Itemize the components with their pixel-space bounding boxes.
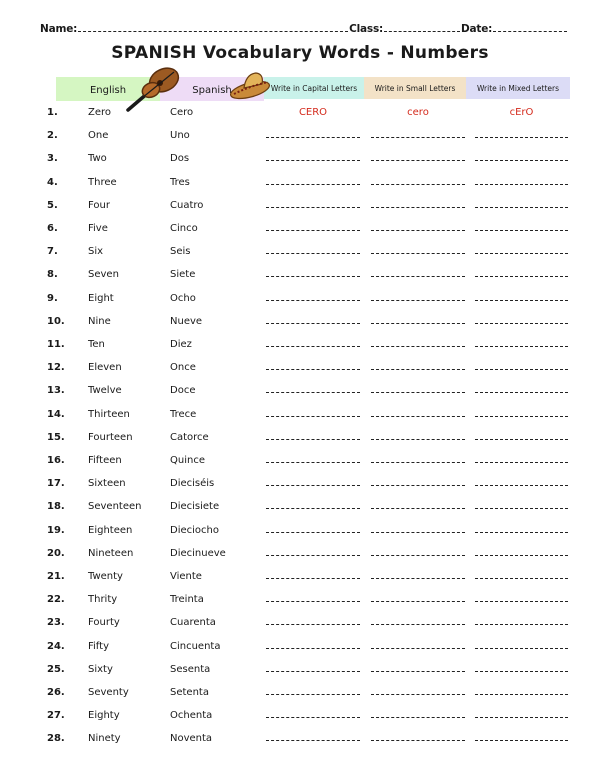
capital-letters-blank[interactable]: [266, 276, 360, 277]
date-label: Date:: [461, 23, 493, 35]
spanish-word: Diecisiete: [170, 501, 220, 513]
english-word: Ten: [88, 339, 105, 350]
spanish-word: Siete: [170, 269, 196, 281]
vocab-row: [0, 429, 600, 447]
english-word: Fourteen: [88, 431, 133, 443]
small-letters-blank[interactable]: [371, 276, 465, 277]
capital-letters-blank[interactable]: [266, 717, 360, 718]
vocab-row: [0, 638, 600, 656]
capital-letters-blank[interactable]: [266, 648, 360, 649]
row-number: 8.: [47, 269, 58, 281]
capital-letters-blank[interactable]: [266, 137, 360, 138]
mixed-letters-blank[interactable]: [475, 300, 568, 301]
row-number: 11.: [47, 339, 65, 350]
spanish-word: Uno: [170, 130, 190, 142]
column-header-english: English: [56, 77, 160, 101]
small-letters-blank[interactable]: [371, 300, 465, 301]
mixed-letters-blank[interactable]: [475, 276, 568, 277]
column-header-small: Write in Small Letters: [364, 77, 466, 99]
small-letters-blank[interactable]: [371, 207, 465, 208]
small-letters-blank[interactable]: [371, 323, 465, 324]
row-number: 15.: [47, 431, 65, 443]
mixed-letters-blank[interactable]: [475, 555, 568, 556]
vocab-row: [0, 197, 600, 215]
row-number: 9.: [47, 292, 58, 304]
capital-letters-blank[interactable]: [266, 160, 360, 161]
mixed-letters-blank[interactable]: [475, 485, 568, 486]
spanish-word: Cuarenta: [170, 617, 216, 629]
small-letters-blank[interactable]: [371, 230, 465, 231]
small-letters-blank[interactable]: [371, 694, 465, 695]
row-number: 3.: [47, 153, 58, 165]
mixed-letters-blank[interactable]: [475, 230, 568, 231]
row-number: 13.: [47, 385, 65, 397]
english-word: Fourty: [88, 617, 120, 629]
vocab-row: [0, 614, 600, 632]
spanish-word: Tres: [170, 176, 190, 188]
mixed-letters-blank[interactable]: [475, 160, 568, 161]
small-letters-blank[interactable]: [371, 184, 465, 185]
capital-letters-blank[interactable]: [266, 601, 360, 602]
small-letters-blank[interactable]: [371, 717, 465, 718]
vocab-row: [0, 104, 600, 122]
vocab-row: [0, 127, 600, 145]
vocab-row: [0, 382, 600, 400]
vocab-row: [0, 684, 600, 702]
mixed-letters-blank[interactable]: [475, 740, 568, 741]
mixed-letters-blank[interactable]: [475, 671, 568, 672]
small-letters-blank[interactable]: [371, 624, 465, 625]
english-word: Five: [88, 223, 108, 234]
vocab-row: [0, 568, 600, 586]
vocab-row: [0, 522, 600, 540]
row-number: 6.: [47, 223, 58, 234]
english-word: Twenty: [88, 571, 123, 582]
english-word: Seven: [88, 269, 119, 281]
row-number: 23.: [47, 617, 65, 629]
english-word: Six: [88, 246, 104, 258]
page-title: SPANISH Vocabulary Words - Numbers: [111, 43, 489, 63]
english-word: Eight: [88, 292, 114, 304]
small-letters-blank[interactable]: [371, 160, 465, 161]
small-letters-blank[interactable]: [371, 740, 465, 741]
small-letters-blank[interactable]: [371, 439, 465, 440]
vocab-row: [0, 452, 600, 470]
row-number: 20.: [47, 547, 65, 559]
row-number: 12.: [47, 362, 65, 374]
class-label: Class:: [349, 23, 384, 35]
mixed-letters-blank[interactable]: [475, 508, 568, 509]
spanish-word: Cinco: [170, 223, 198, 234]
vocab-row: [0, 313, 600, 331]
english-word: Thirteen: [88, 408, 130, 420]
mixed-letters-blank[interactable]: [475, 694, 568, 695]
capital-letters-blank[interactable]: [266, 555, 360, 556]
mixed-letters-blank[interactable]: [475, 601, 568, 602]
capital-letters-blank[interactable]: [266, 323, 360, 324]
capital-letters-blank[interactable]: [266, 740, 360, 741]
capital-letters-blank[interactable]: [266, 578, 360, 579]
mixed-letters-blank[interactable]: [475, 137, 568, 138]
small-letters-blank[interactable]: [371, 601, 465, 602]
spanish-word: Nueve: [170, 315, 203, 327]
capital-letters-blank[interactable]: [266, 392, 360, 393]
vocab-row: [0, 266, 600, 284]
row-number: 5.: [47, 199, 58, 211]
english-word: Eighteen: [88, 524, 133, 536]
row-number: 14.: [47, 408, 65, 420]
mixed-letters-blank[interactable]: [475, 184, 568, 185]
vocab-row: [0, 498, 600, 516]
spanish-word: Ochenta: [170, 710, 213, 722]
column-header-mixed: Write in Mixed Letters: [466, 77, 570, 99]
capital-letters-blank[interactable]: [266, 624, 360, 625]
mixed-letters-blank[interactable]: [475, 392, 568, 393]
column-header-spanish: Spanish: [160, 77, 264, 101]
english-word: Fifty: [88, 640, 109, 652]
row-number: 24.: [47, 640, 65, 652]
mixed-letters-blank[interactable]: [475, 462, 568, 463]
small-letters-blank[interactable]: [371, 555, 465, 556]
column-header-capital: Write in Capital Letters: [264, 77, 364, 99]
example-small: cero: [407, 107, 429, 118]
capital-letters-blank[interactable]: [266, 346, 360, 347]
english-word: Thrity: [88, 594, 118, 606]
spanish-word: Quince: [170, 455, 205, 466]
row-number: 26.: [47, 687, 65, 698]
vocab-row: [0, 336, 600, 354]
capital-letters-blank[interactable]: [266, 485, 360, 486]
mixed-letters-blank[interactable]: [475, 369, 568, 370]
english-word: One: [88, 130, 109, 142]
row-number: 25.: [47, 663, 65, 675]
row-number: 1.: [47, 107, 58, 118]
mixed-letters-blank[interactable]: [475, 648, 568, 649]
sombrero-icon: [228, 70, 274, 100]
small-letters-blank[interactable]: [371, 253, 465, 254]
vocab-row: [0, 730, 600, 748]
mixed-letters-blank[interactable]: [475, 717, 568, 718]
small-letters-blank[interactable]: [371, 485, 465, 486]
small-letters-blank[interactable]: [371, 532, 465, 533]
spanish-word: Dieciocho: [170, 524, 219, 536]
english-word: Four: [88, 199, 110, 211]
capital-letters-blank[interactable]: [266, 230, 360, 231]
small-letters-blank[interactable]: [371, 671, 465, 672]
capital-letters-blank[interactable]: [266, 694, 360, 695]
english-word: Twelve: [88, 385, 122, 397]
mixed-letters-blank[interactable]: [475, 439, 568, 440]
english-word: Two: [88, 153, 107, 165]
spanish-word: Dos: [170, 153, 190, 165]
vocab-row: [0, 661, 600, 679]
spanish-word: Doce: [170, 385, 196, 397]
vocab-row: [0, 150, 600, 168]
spanish-word: Diez: [170, 339, 192, 350]
row-number: 22.: [47, 594, 65, 606]
capital-letters-blank[interactable]: [266, 184, 360, 185]
small-letters-blank[interactable]: [371, 137, 465, 138]
small-letters-blank[interactable]: [371, 578, 465, 579]
english-word: Eighty: [88, 710, 120, 722]
vocab-row: [0, 243, 600, 261]
english-word: Three: [88, 176, 117, 188]
spanish-word: Dieciséis: [170, 478, 215, 490]
vocab-row: [0, 475, 600, 493]
class-blank[interactable]: [384, 22, 460, 32]
english-word: Fifteen: [88, 455, 122, 466]
mixed-letters-blank[interactable]: [475, 624, 568, 625]
small-letters-blank[interactable]: [371, 508, 465, 509]
mixed-letters-blank[interactable]: [475, 578, 568, 579]
capital-letters-blank[interactable]: [266, 508, 360, 509]
mixed-letters-blank[interactable]: [475, 532, 568, 533]
spanish-word: Once: [170, 362, 196, 374]
date-blank[interactable]: [493, 22, 567, 32]
spanish-word: Catorce: [170, 431, 209, 443]
spanish-word: Seis: [170, 246, 191, 258]
row-number: 10.: [47, 315, 65, 327]
small-letters-blank[interactable]: [371, 369, 465, 370]
small-letters-blank[interactable]: [371, 462, 465, 463]
spanish-word: Viente: [170, 571, 202, 582]
capital-letters-blank[interactable]: [266, 369, 360, 370]
small-letters-blank[interactable]: [371, 648, 465, 649]
name-label: Name:: [40, 23, 78, 35]
capital-letters-blank[interactable]: [266, 462, 360, 463]
vocab-row: [0, 220, 600, 238]
english-word: Sixty: [88, 663, 113, 675]
vocab-row: [0, 707, 600, 725]
english-word: Zero: [88, 107, 112, 118]
example-capital: CERO: [298, 107, 328, 118]
spanish-word: Ocho: [170, 292, 196, 304]
english-word: Seventy: [88, 687, 129, 698]
example-mixed: cErO: [509, 107, 534, 118]
row-number: 21.: [47, 571, 65, 582]
english-word: Seventeen: [88, 501, 142, 513]
capital-letters-blank[interactable]: [266, 416, 360, 417]
english-word: Nine: [88, 315, 111, 327]
capital-letters-blank[interactable]: [266, 439, 360, 440]
vocab-row: [0, 545, 600, 563]
spanish-word: Cero: [170, 107, 194, 118]
spanish-word: Noventa: [170, 733, 213, 745]
spanish-word: Cuatro: [170, 199, 204, 211]
vocab-row: [0, 406, 600, 424]
mixed-letters-blank[interactable]: [475, 207, 568, 208]
vocab-row: [0, 290, 600, 308]
vocab-row: [0, 174, 600, 192]
spanish-word: Cincuenta: [170, 640, 221, 652]
mixed-letters-blank[interactable]: [475, 323, 568, 324]
row-number: 28.: [47, 733, 65, 745]
spanish-word: Diecinueve: [170, 547, 226, 559]
spanish-word: Trece: [170, 408, 197, 420]
capital-letters-blank[interactable]: [266, 671, 360, 672]
small-letters-blank[interactable]: [371, 392, 465, 393]
row-number: 16.: [47, 455, 65, 466]
spanish-word: Setenta: [170, 687, 209, 698]
spanish-word: Treinta: [170, 594, 204, 606]
vocab-row: [0, 591, 600, 609]
row-number: 19.: [47, 524, 65, 536]
english-word: Nineteen: [88, 547, 134, 559]
row-number: 2.: [47, 130, 58, 142]
row-number: 17.: [47, 478, 65, 490]
mixed-letters-blank[interactable]: [475, 253, 568, 254]
student-info-line: [40, 22, 568, 38]
english-word: Eleven: [88, 362, 122, 374]
spanish-word: Sesenta: [170, 663, 211, 675]
row-number: 18.: [47, 501, 65, 513]
capital-letters-blank[interactable]: [266, 300, 360, 301]
mixed-letters-blank[interactable]: [475, 346, 568, 347]
capital-letters-blank[interactable]: [266, 207, 360, 208]
capital-letters-blank[interactable]: [266, 253, 360, 254]
row-number: 7.: [47, 246, 58, 258]
english-word: Sixteen: [88, 478, 126, 490]
row-number: 27.: [47, 710, 65, 722]
row-number: 4.: [47, 176, 58, 188]
small-letters-blank[interactable]: [371, 346, 465, 347]
capital-letters-blank[interactable]: [266, 532, 360, 533]
name-blank[interactable]: [78, 22, 348, 32]
small-letters-blank[interactable]: [371, 416, 465, 417]
english-word: Ninety: [88, 733, 121, 745]
vocab-row: [0, 359, 600, 377]
mixed-letters-blank[interactable]: [475, 416, 568, 417]
